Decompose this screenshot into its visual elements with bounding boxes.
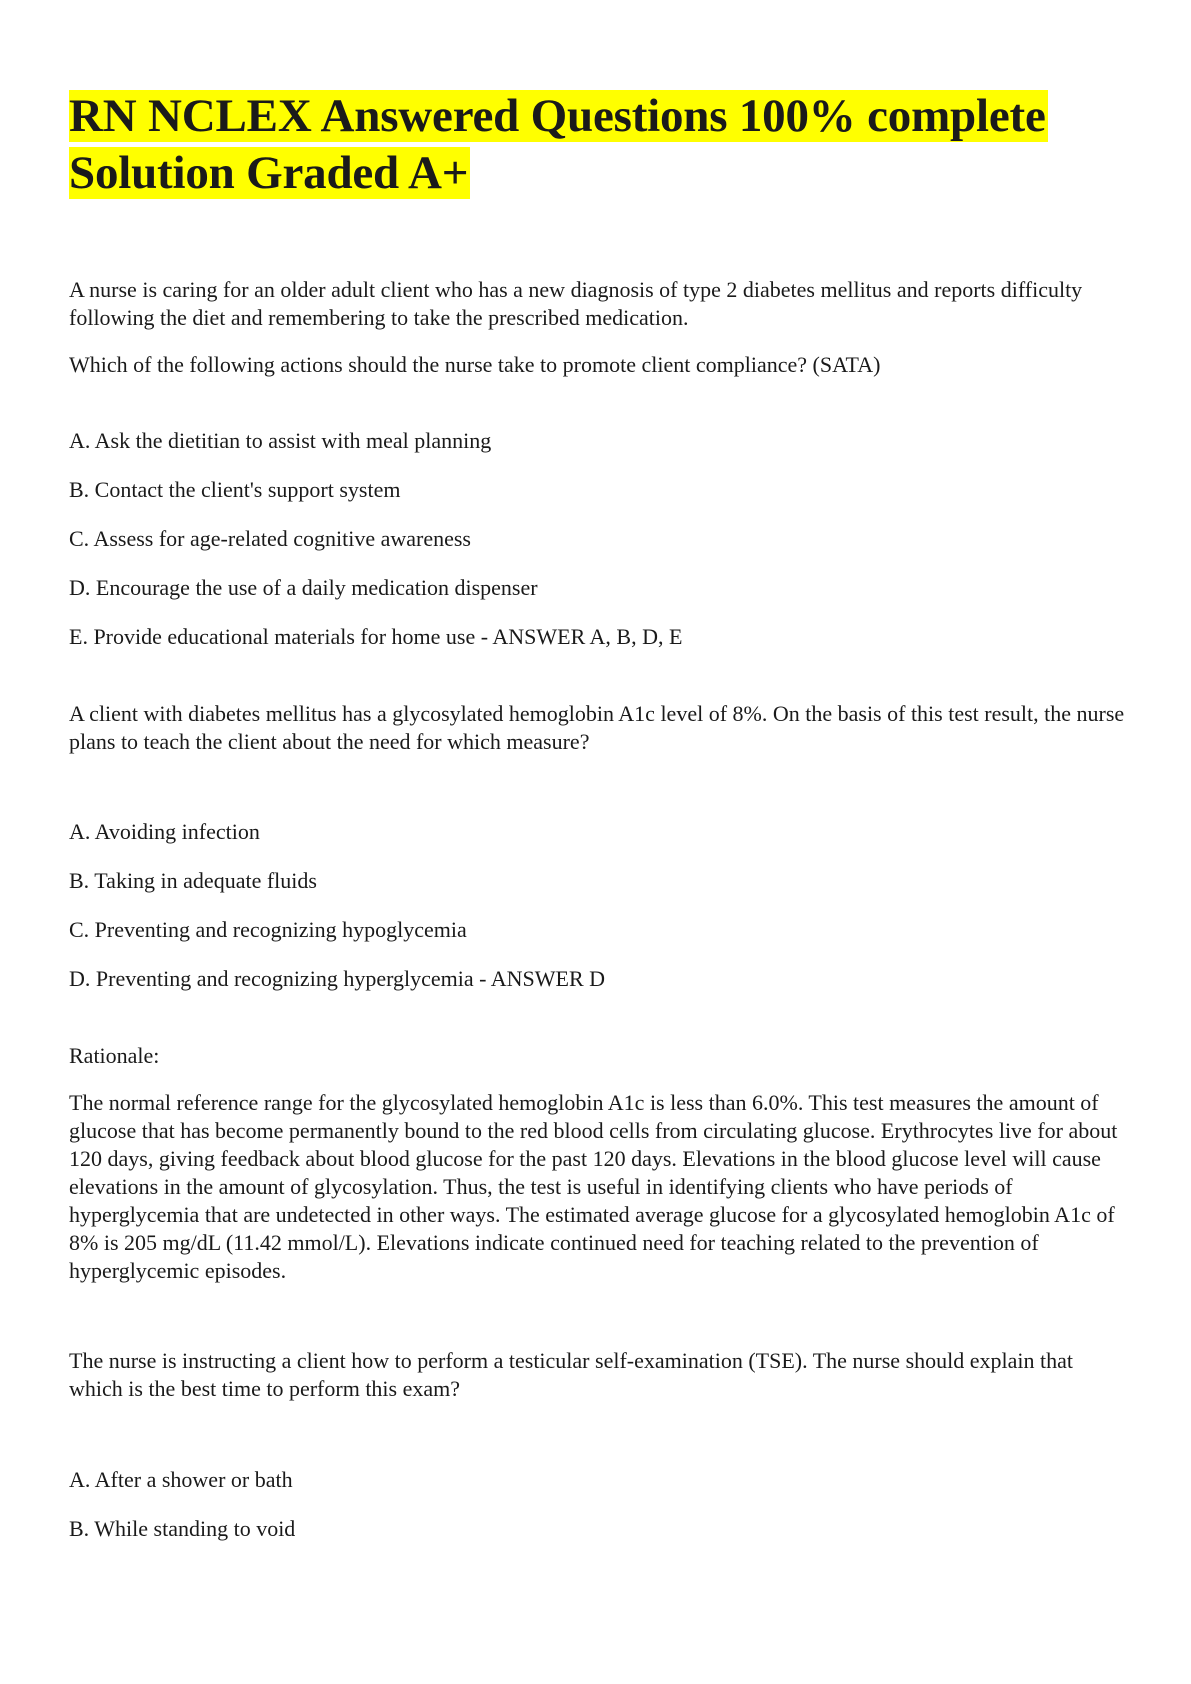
option-a: A. Ask the dietitian to assist with meal planning [69,428,492,453]
option-b: B. While standing to void [69,1516,296,1541]
question-2-options [69,818,1129,993]
question-1-prompt: Which of the following actions should the nurse take to promote client compliance? (SATA) [69,352,881,377]
question-3-options [69,1466,1129,1543]
title-highlight: RN NCLEX Answered Questions 100% complete Solution Graded A+ [69,90,1046,199]
question-3-stem: The nurse is instructing a client how to perform a testicular self-examination (TSE). The nurse should explain that which is the best time to perform this exam? [69,1348,1073,1401]
option-e-with-answer: E. Provide educational materials for home use - ANSWER A, B, D, E [69,624,683,649]
question-3 [69,1347,1129,1543]
option-a: A. After a shower or bath [69,1467,293,1492]
question-1-stem: A nurse is caring for an older adult client who has a new diagnosis of type 2 diabetes mellitus and reports difficulty following the diet and remembering to take the prescribed medication. [69,277,1083,330]
option-d-with-answer: D. Preventing and recognizing hyperglycemia - ANSWER D [69,966,606,991]
document-title [69,88,1129,202]
option-c: C. Assess for age-related cognitive awareness [69,526,471,551]
question-1-options [69,427,1129,651]
question-1 [69,276,1129,651]
option-a: A. Avoiding infection [69,819,260,844]
rationale-text: The normal reference range for the glycosylated hemoglobin A1c is less than 6.0%. This test measures the amount of glucose that has become permanently bound to the red blood cells from circulating glucose. Erythrocytes live for about 120 days, giving feedback about blood glucose for the past 120 days. Elevations in the blood glucose level will cause elevations in the amount of glycosylation. Thus, the test is useful in identifying clients who have periods of hyperglycemia that are undetected in other ways. The estimated average glucose for a glycosylated hemoglobin A1c of 8% is 205 mg/dL (11.42 mmol/L). Elevations indicate continued need for teaching related to the prevention of hyperglycemic episodes. [69,1090,1118,1283]
option-c: C. Preventing and recognizing hypoglycemia [69,917,467,942]
question-2-stem: A client with diabetes mellitus has a glycosylated hemoglobin A1c level of 8%. On the basis of this test result, the nurse plans to teach the client about the need for which measure? [69,701,1125,754]
question-2 [69,700,1129,1285]
option-d: D. Encourage the use of a daily medication dispenser [69,575,538,600]
document-page [69,88,1129,1564]
option-b: B. Taking in adequate fluids [69,868,317,893]
option-b: B. Contact the client's support system [69,477,401,502]
rationale-label: Rationale: [69,1043,160,1068]
